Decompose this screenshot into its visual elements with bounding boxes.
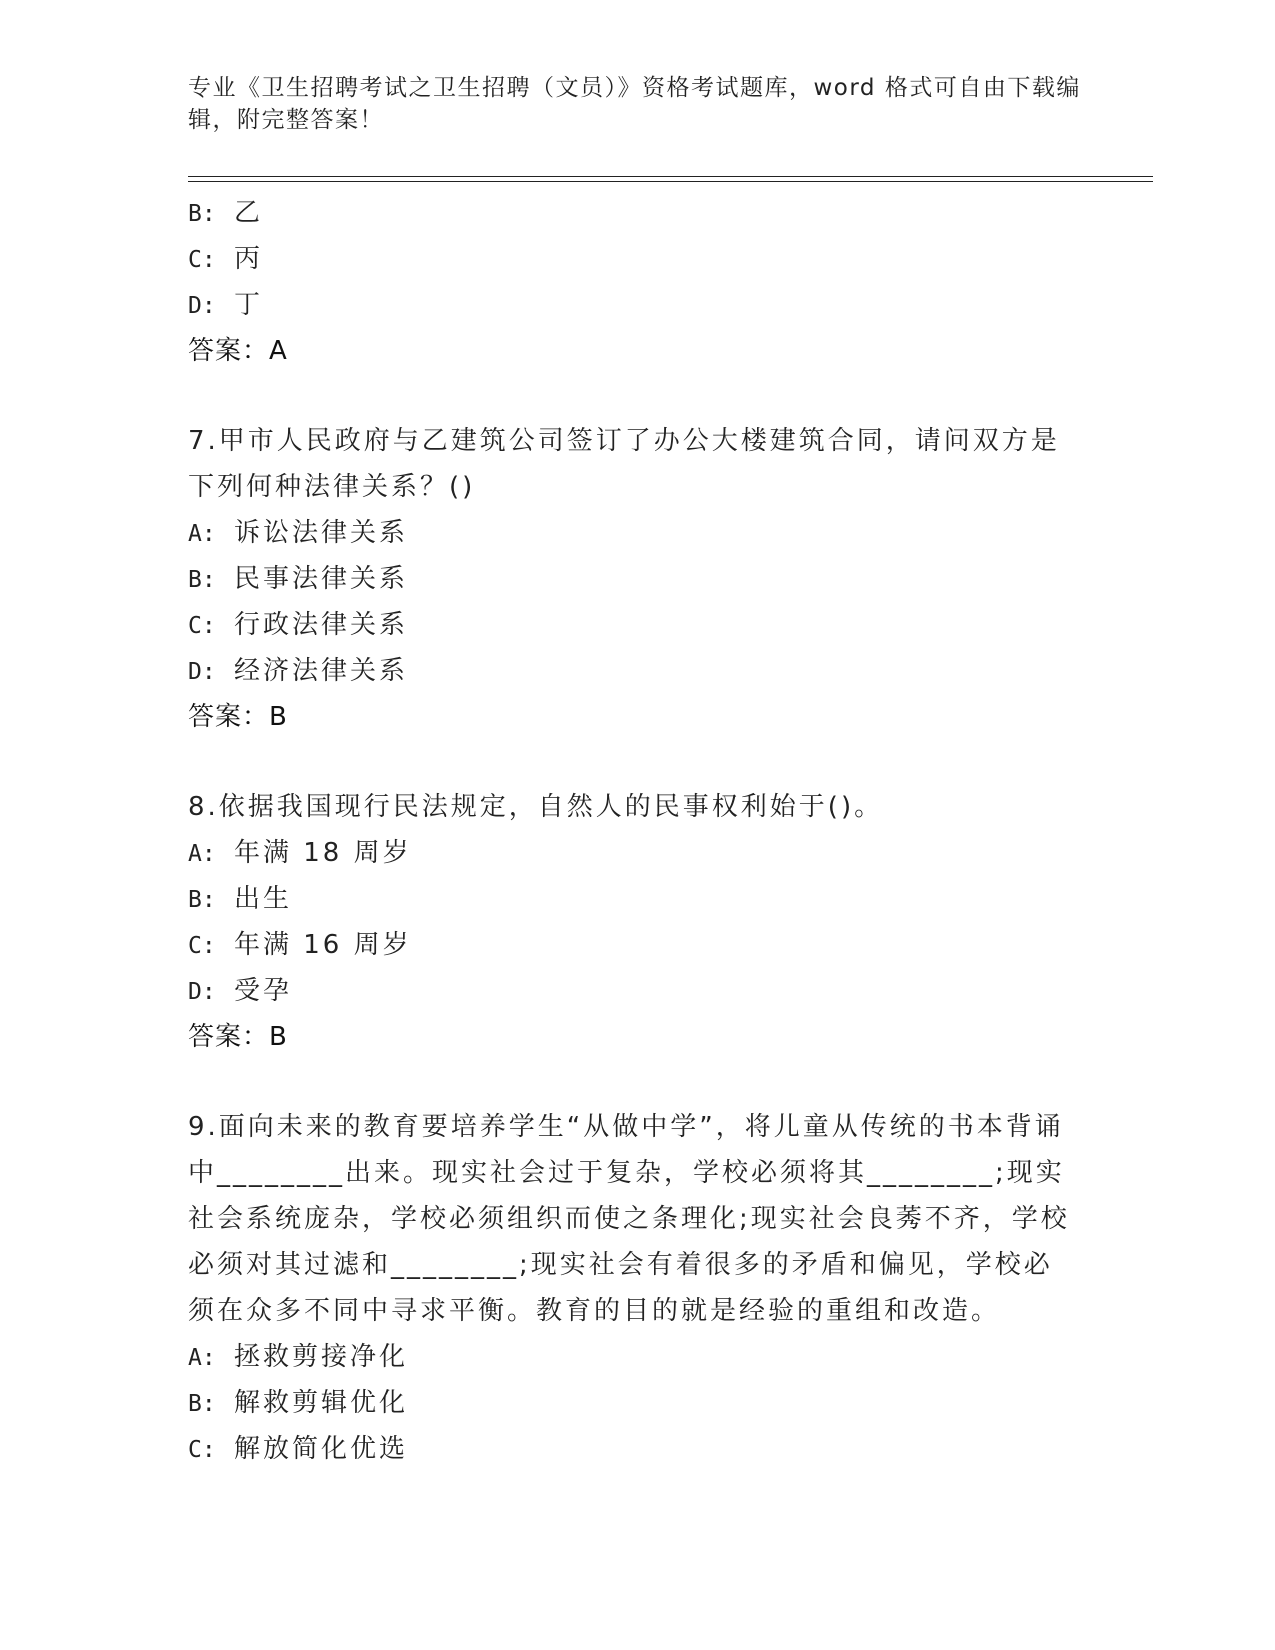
option-b [188,556,1078,602]
option-text: 拯救剪接净化 [234,1342,409,1372]
option-text: 经济法律关系 [234,656,409,686]
option-d [188,968,1078,1014]
answer: 答案：A [188,336,288,366]
answer: 答案：B [188,1022,288,1052]
document-header: 专业《卫生招聘考试之卫生招聘（文员）》资格考试题库，word 格式可自由下载编辑，附完整答案！ [188,75,1081,133]
question-8 [188,784,1078,1060]
option-label: C: [188,247,216,273]
question-9 [188,1104,1078,1472]
option-label: B: [188,887,216,913]
option-c [188,602,1078,648]
question-text: 8.依据我国现行民法规定，自然人的民事权利始于()。 [188,792,884,822]
option-text: 出生 [234,884,293,914]
answer: 答案：B [188,702,288,732]
question-text: 7.甲市人民政府与乙建筑公司签订了办公大楼建筑合同，请问双方是下列何种法律关系？() [188,426,1060,502]
question-6-continuation [188,190,1078,374]
option-label: A: [188,1345,216,1371]
spacer [188,374,1078,418]
option-label: C: [188,933,216,959]
question-text: 9.面向未来的教育要培养学生“从做中学”，将儿童从传统的书本背诵中________出来。现实社会过于复杂，学校必须将其________;现实社会系统庞杂，学校必须组织而使之条理化;现实社会良莠不齐，学校必须对其过滤和________;现实社会有着很多的矛盾和偏见，学校必须在众多不同中寻求平衡。教育的目的就是经验的重组和改造。 [188,1112,1070,1326]
question-7 [188,418,1078,740]
spacer [188,740,1078,784]
option-text: 丁 [234,290,264,320]
option-c [188,1426,1078,1472]
header-rule-top [188,176,1153,177]
option-label: A: [188,841,216,867]
option-text: 丙 [234,244,264,274]
option-label: C: [188,613,216,639]
option-text: 乙 [234,198,264,228]
option-text: 解救剪辑优化 [234,1388,409,1418]
option-text: 解放简化优选 [234,1434,409,1464]
option-label: D: [188,979,216,1005]
option-text: 受孕 [234,976,293,1006]
option-c [188,236,1078,282]
option-b [188,1380,1078,1426]
option-b [188,876,1078,922]
option-text: 诉讼法律关系 [234,518,409,548]
option-text: 行政法律关系 [234,610,409,640]
header-rule-bottom [188,181,1153,182]
option-b [188,190,1078,236]
option-label: A: [188,521,216,547]
option-label: B: [188,567,216,593]
document-body [188,190,1078,1472]
spacer [188,1060,1078,1104]
option-label: C: [188,1437,216,1463]
option-label: D: [188,293,216,319]
option-label: B: [188,201,216,227]
option-label: D: [188,659,216,685]
option-c [188,922,1078,968]
option-a [188,510,1078,556]
option-text: 民事法律关系 [234,564,409,594]
option-a [188,1334,1078,1380]
option-label: B: [188,1391,216,1417]
option-d [188,648,1078,694]
option-text: 年满 16 周岁 [234,930,412,960]
option-d [188,282,1078,328]
option-text: 年满 18 周岁 [234,838,412,868]
option-a [188,830,1078,876]
